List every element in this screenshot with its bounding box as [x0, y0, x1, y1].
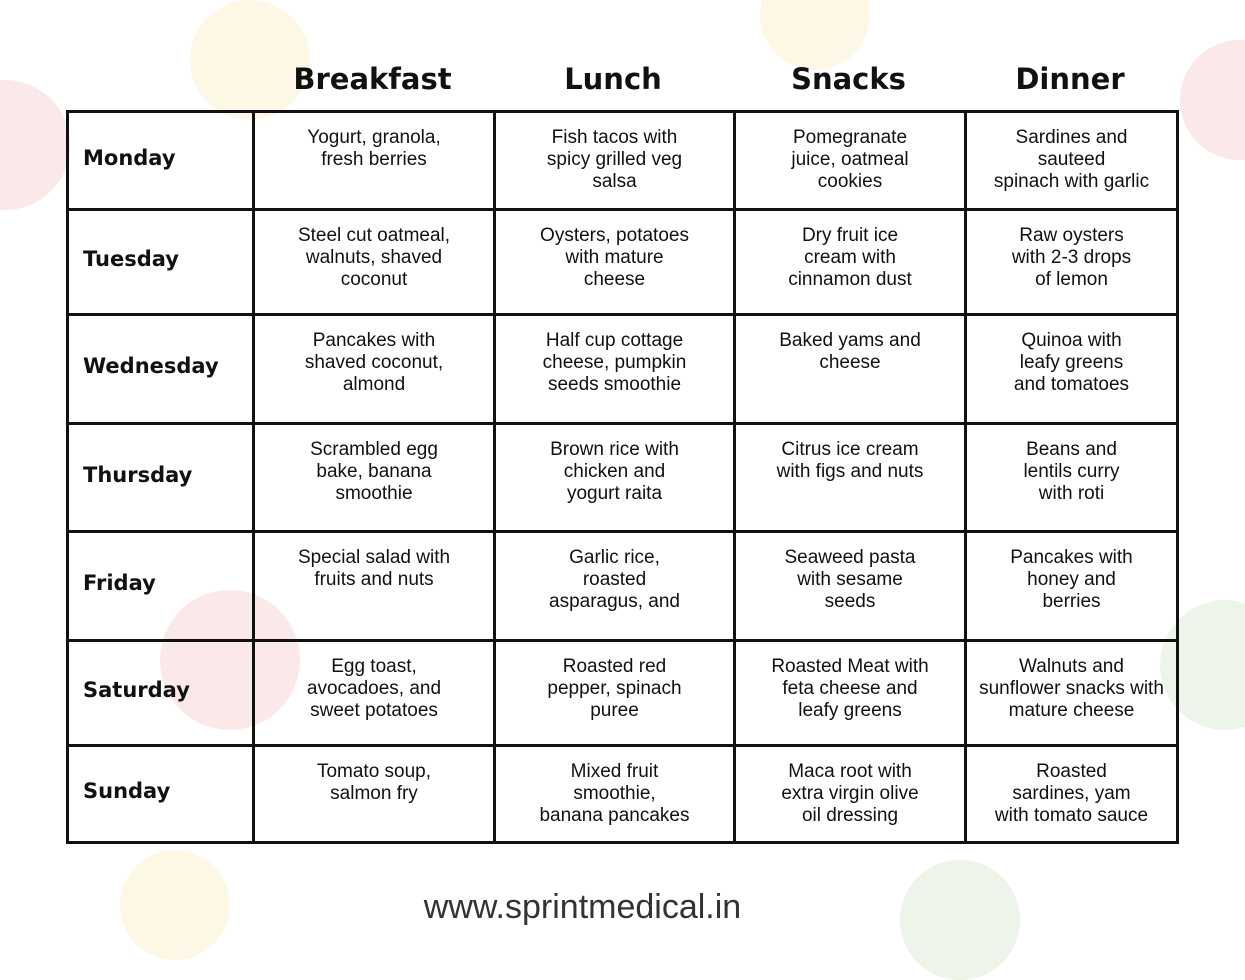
meal-cell-dinner: Raw oysters with 2-3 drops of lemon	[966, 210, 1178, 315]
column-header-breakfast: Breakfast	[293, 62, 452, 96]
table-row	[68, 532, 1178, 641]
meal-cell-breakfast: Pancakes with shaved coconut, almond	[254, 315, 495, 424]
meal-cell-snacks: Maca root with extra virgin olive oil dressing	[735, 746, 966, 843]
meal-plan-table	[66, 110, 1179, 844]
table-row	[68, 641, 1178, 746]
day-label: Saturday	[68, 641, 254, 746]
meal-cell-breakfast: Steel cut oatmeal, walnuts, shaved coconut	[254, 210, 495, 315]
meal-cell-lunch: Brown rice with chicken and yogurt raita	[495, 424, 735, 532]
meal-cell-dinner: Walnuts and sunflower snacks with mature cheese	[966, 641, 1178, 746]
meal-cell-lunch: Roasted red pepper, spinach puree	[495, 641, 735, 746]
meal-cell-snacks: Seaweed pasta with sesame seeds	[735, 532, 966, 641]
table-row	[68, 746, 1178, 843]
meal-cell-lunch: Fish tacos with spicy grilled veg salsa	[495, 112, 735, 210]
meal-cell-snacks: Roasted Meat with feta cheese and leafy greens	[735, 641, 966, 746]
column-header-dinner: Dinner	[1015, 62, 1125, 96]
meal-cell-dinner: Beans and lentils curry with roti	[966, 424, 1178, 532]
meal-cell-dinner: Quinoa with leafy greens and tomatoes	[966, 315, 1178, 424]
meal-cell-breakfast: Yogurt, granola, fresh berries	[254, 112, 495, 210]
meal-cell-dinner: Sardines and sauteed spinach with garlic	[966, 112, 1178, 210]
meal-cell-dinner: Pancakes with honey and berries	[966, 532, 1178, 641]
day-label: Sunday	[68, 746, 254, 843]
meal-cell-breakfast: Tomato soup, salmon fry	[254, 746, 495, 843]
website-url: www.sprintmedical.in	[423, 888, 742, 926]
meal-cell-snacks: Baked yams and cheese	[735, 315, 966, 424]
decorative-fruit	[0, 80, 70, 210]
table-row	[68, 315, 1178, 424]
day-label: Tuesday	[68, 210, 254, 315]
column-header-lunch: Lunch	[564, 62, 662, 96]
decorative-fruit	[1180, 40, 1245, 160]
day-label: Wednesday	[68, 315, 254, 424]
meal-cell-breakfast: Special salad with fruits and nuts	[254, 532, 495, 641]
column-header-snacks: Snacks	[791, 62, 906, 96]
meal-cell-lunch: Garlic rice, roasted asparagus, and	[495, 532, 735, 641]
meal-cell-lunch: Mixed fruit smoothie, banana pancakes	[495, 746, 735, 843]
meal-cell-lunch: Oysters, potatoes with mature cheese	[495, 210, 735, 315]
meal-cell-snacks: Dry fruit ice cream with cinnamon dust	[735, 210, 966, 315]
meal-cell-snacks: Pomegranate juice, oatmeal cookies	[735, 112, 966, 210]
meal-cell-breakfast: Egg toast, avocadoes, and sweet potatoes	[254, 641, 495, 746]
meal-cell-snacks: Citrus ice cream with figs and nuts	[735, 424, 966, 532]
decorative-fruit	[190, 0, 310, 120]
day-label: Monday	[68, 112, 254, 210]
meal-cell-lunch: Half cup cottage cheese, pumpkin seeds smoothie	[495, 315, 735, 424]
day-label: Thursday	[68, 424, 254, 532]
meal-cell-dinner: Roasted sardines, yam with tomato sauce	[966, 746, 1178, 843]
meal-cell-breakfast: Scrambled egg bake, banana smoothie	[254, 424, 495, 532]
table-row	[68, 210, 1178, 315]
day-label: Friday	[68, 532, 254, 641]
decorative-fruit	[760, 0, 870, 70]
table-row	[68, 424, 1178, 532]
table-row	[68, 112, 1178, 210]
